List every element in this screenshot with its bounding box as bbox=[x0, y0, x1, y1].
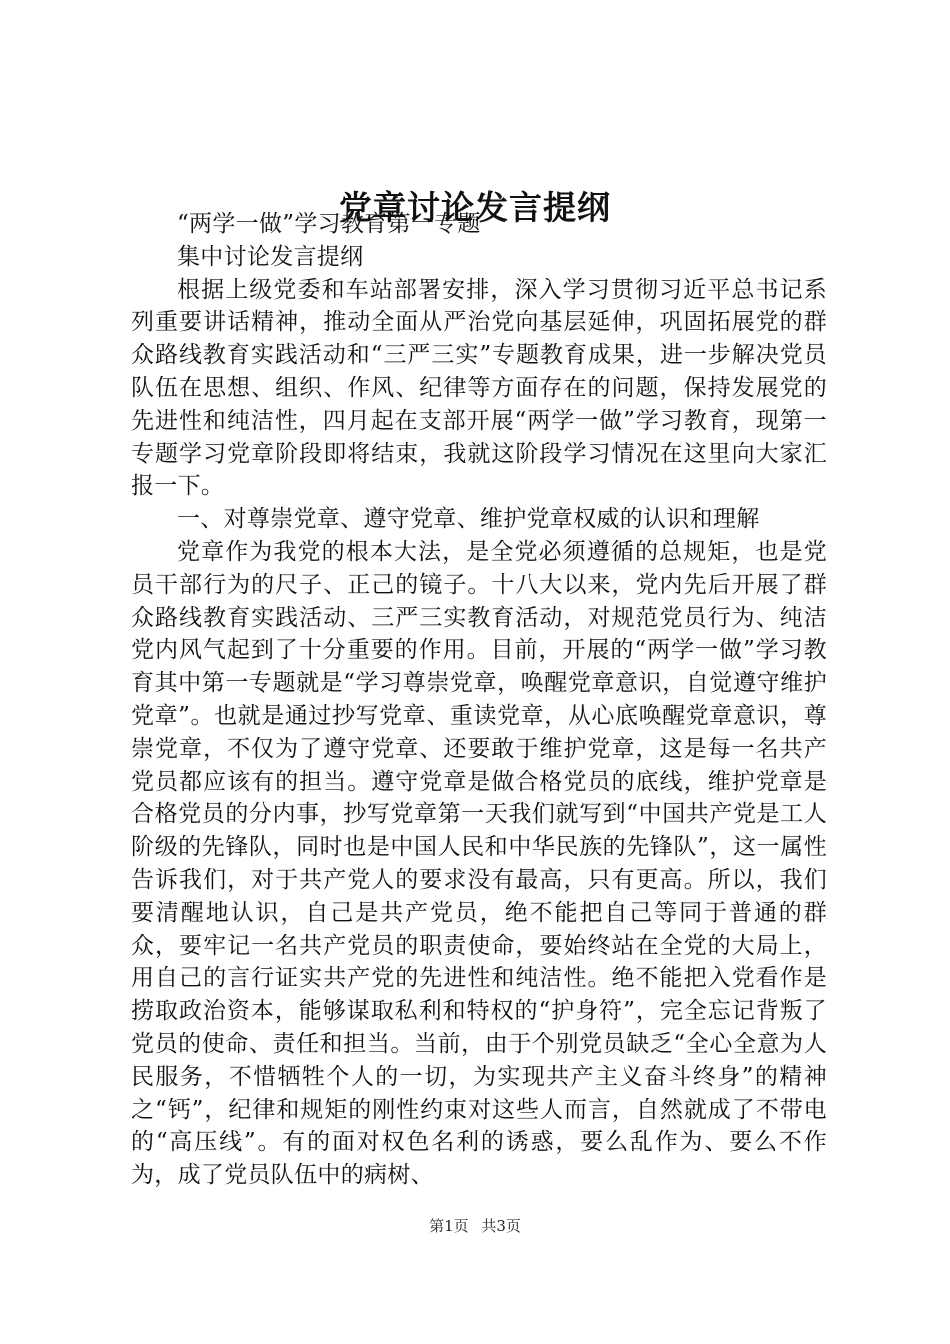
section-heading: 一、对尊崇党章、遵守党章、维护党章权威的认识和理解 bbox=[177, 506, 760, 533]
document-title: 党章讨论发言提纲 bbox=[339, 188, 611, 227]
intro-paragraph: 根据上级党委和车站部署安排，深入学习贯彻习近平总书记系列重要讲话精神，推动全面从严治党向基层延伸，巩固拓展党的群众路线教育实践活动和“三严三实”专题教育成果，进一步解决党员队伍在思想、组织、作风、纪律等方面存在的问题，保持发展党的先进性和纯洁性，四月起在支部开展“两学一做”学习教育，现第一专题学习党章阶段即将结束，我就这阶段学习情况在这里向大家汇报一下。 bbox=[131, 276, 827, 500]
page-number: 第1页 bbox=[429, 1217, 469, 1235]
subtitle-line-1: “两学一做”学习教育第一专题 bbox=[177, 211, 481, 237]
page-total: 共3页 bbox=[481, 1217, 521, 1235]
section-paragraph: 党章作为我党的根本大法，是全党必须遵循的总规矩，也是党员干部行为的尺子、正己的镜子。十八大以来，党内先后开展了群众路线教育实践活动、三严三实教育活动，对规范党员行为、纯洁党内风气起到了十分重要的作用。目前，开展的“两学一做”学习教育其中第一专题就是“学习尊崇党章，唤醒党章意识，自觉遵守维护党章”。也就是通过抄写党章、重读党章，从心底唤醒党章意识，尊崇党章，不仅为了遵守党章、还要敢于维护党章，这是每一名共产党员都应该有的担当。遵守党章是做合格党员的底线，维护党章是合格党员的分内事，抄写党章第一天我们就写到“中国共产党是工人阶级的先锋队，同时也是中国人民和中华民族的先锋队”，这一属性告诉我们，对于共产党人的要求没有最高，只有更高。所以，我们要清醒地认识，自己是共产党员，绝不能把自己等同于普通的群众，要牢记一名共产党员的职责使命，要始终站在全党的大局上，用自己的言行证实共产党的先进性和纯洁性。绝不能把入党看作是捞取政治资本，能够谋取私利和特权的“护身符”，完全忘记背叛了党员的使命、责任和担当。当前，由于个别党员缺乏“全心全意为人民服务，不惜牺牲个人的一切，为实现共产主义奋斗终身”的精神之“钙”，纪律和规矩的刚性约束对这些人而言，自然就成了不带电的“高压线”。有的面对权色名利的诱惑，要么乱作为、要么不作为，成了党员队伍中的病树、 bbox=[131, 538, 827, 1189]
page-footer bbox=[0, 1216, 950, 1236]
subtitle-line-2: 集中讨论发言提纲 bbox=[177, 243, 364, 270]
document-body bbox=[131, 208, 827, 1192]
